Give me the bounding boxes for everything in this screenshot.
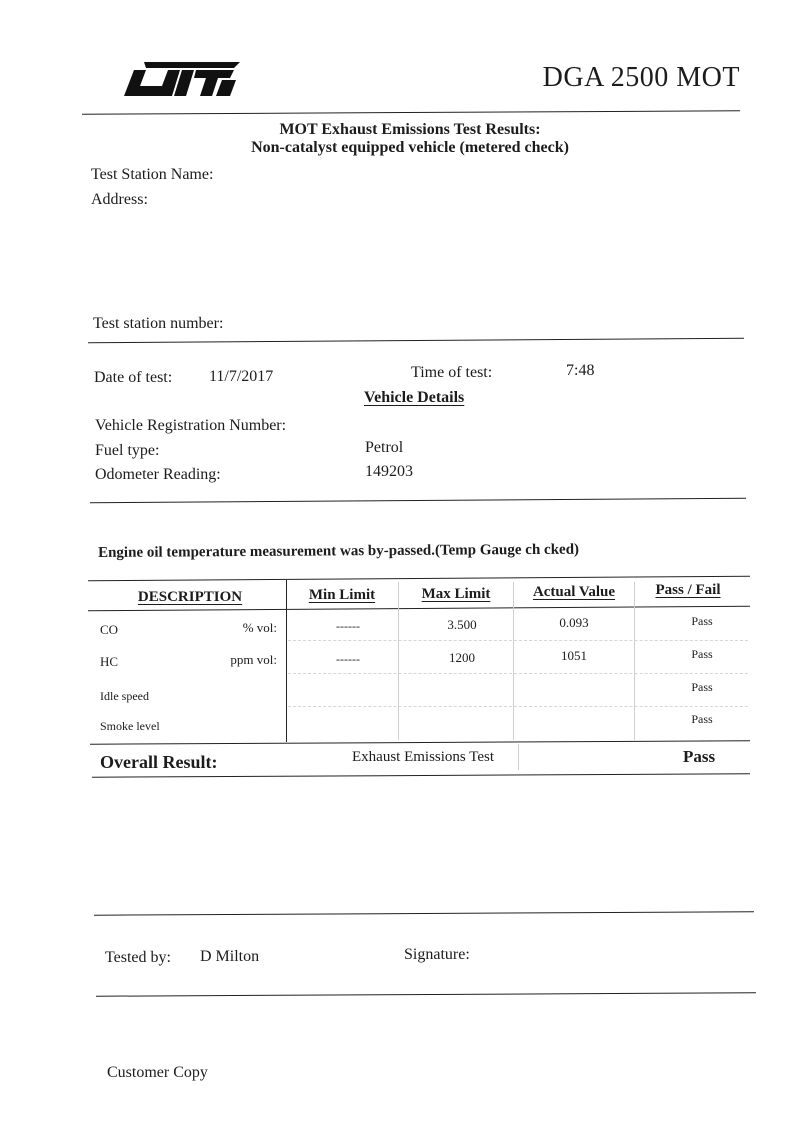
customer-copy-label: Customer Copy (107, 1064, 208, 1081)
overall-result-value: Pass (683, 747, 716, 766)
overall-bottom-rule (92, 773, 750, 777)
overall-result-label: Overall Result: (100, 752, 218, 772)
row-co-result: Pass (691, 614, 713, 628)
fuel-value: Petrol (365, 439, 404, 456)
row-smoke-name: Smoke level (100, 719, 160, 733)
overall-test-name: Exhaust Emissions Test (352, 749, 495, 765)
col-header-min: Min Limit (308, 587, 376, 603)
row-hc-min: ------ (336, 652, 360, 666)
row-co-max: 3.500 (447, 617, 477, 632)
signature-label: Signature: (404, 946, 470, 963)
oil-temp-notice: Engine oil temperature measurement was by-passed.(Temp Gauge ch cked) (98, 541, 580, 561)
fuel-label: Fuel type: (95, 442, 160, 459)
table-header-rule (88, 606, 750, 612)
signoff-bottom-rule (96, 992, 756, 996)
row-hc-actual: 1051 (561, 648, 587, 663)
col-header-max: Max Limit (421, 586, 491, 602)
row-co-unit: % vol: (242, 620, 277, 635)
col-header-passfail: Pass / Fail (655, 582, 721, 598)
row-hc-max: 1200 (449, 650, 475, 665)
table-bottom-rule (90, 740, 750, 744)
row-co-actual: 0.093 (559, 615, 589, 630)
vehicle-rule (90, 498, 746, 504)
odometer-value: 149203 (365, 463, 413, 480)
station-number-label: Test station number: (93, 315, 224, 332)
tested-by-label: Tested by: (105, 949, 171, 966)
vehicle-details-heading: Vehicle Details (364, 389, 465, 406)
model-title: DGA 2500 MOT (542, 62, 740, 93)
row-hc-unit: ppm vol: (230, 652, 277, 667)
row-smoke-result: Pass (691, 712, 713, 726)
time-value: 7:48 (566, 362, 595, 379)
time-label: Time of test: (411, 364, 493, 381)
row-co-name: CO (100, 622, 119, 637)
row-idle-result: Pass (691, 680, 713, 694)
date-value: 11/7/2017 (209, 368, 274, 385)
report-title-line1: MOT Exhaust Emissions Test Results: (279, 121, 541, 138)
row-co-min: ------ (336, 619, 360, 633)
col-header-actual: Actual Value (532, 584, 616, 600)
row-idle-name: Idle speed (100, 689, 149, 703)
header-rule (82, 110, 740, 114)
odometer-label: Odometer Reading: (95, 466, 221, 483)
report-title-line2: Non-catalyst equipped vehicle (metered check) (251, 139, 569, 156)
row-hc-name: HC (100, 654, 119, 669)
date-label: Date of test: (94, 369, 173, 386)
station-name-label: Test Station Name: (91, 166, 214, 183)
table-top-rule (88, 576, 750, 582)
signoff-top-rule (94, 911, 754, 915)
col-header-description: DESCRIPTION (137, 589, 243, 605)
brand-logo (122, 58, 244, 100)
table-desc-divider (286, 580, 287, 742)
tested-by-value: D Milton (200, 948, 260, 965)
row-hc-result: Pass (691, 647, 713, 661)
station-rule (88, 338, 744, 344)
address-label: Address: (91, 191, 148, 208)
registration-label: Vehicle Registration Number: (95, 417, 287, 434)
sun-logo-icon (122, 58, 244, 100)
